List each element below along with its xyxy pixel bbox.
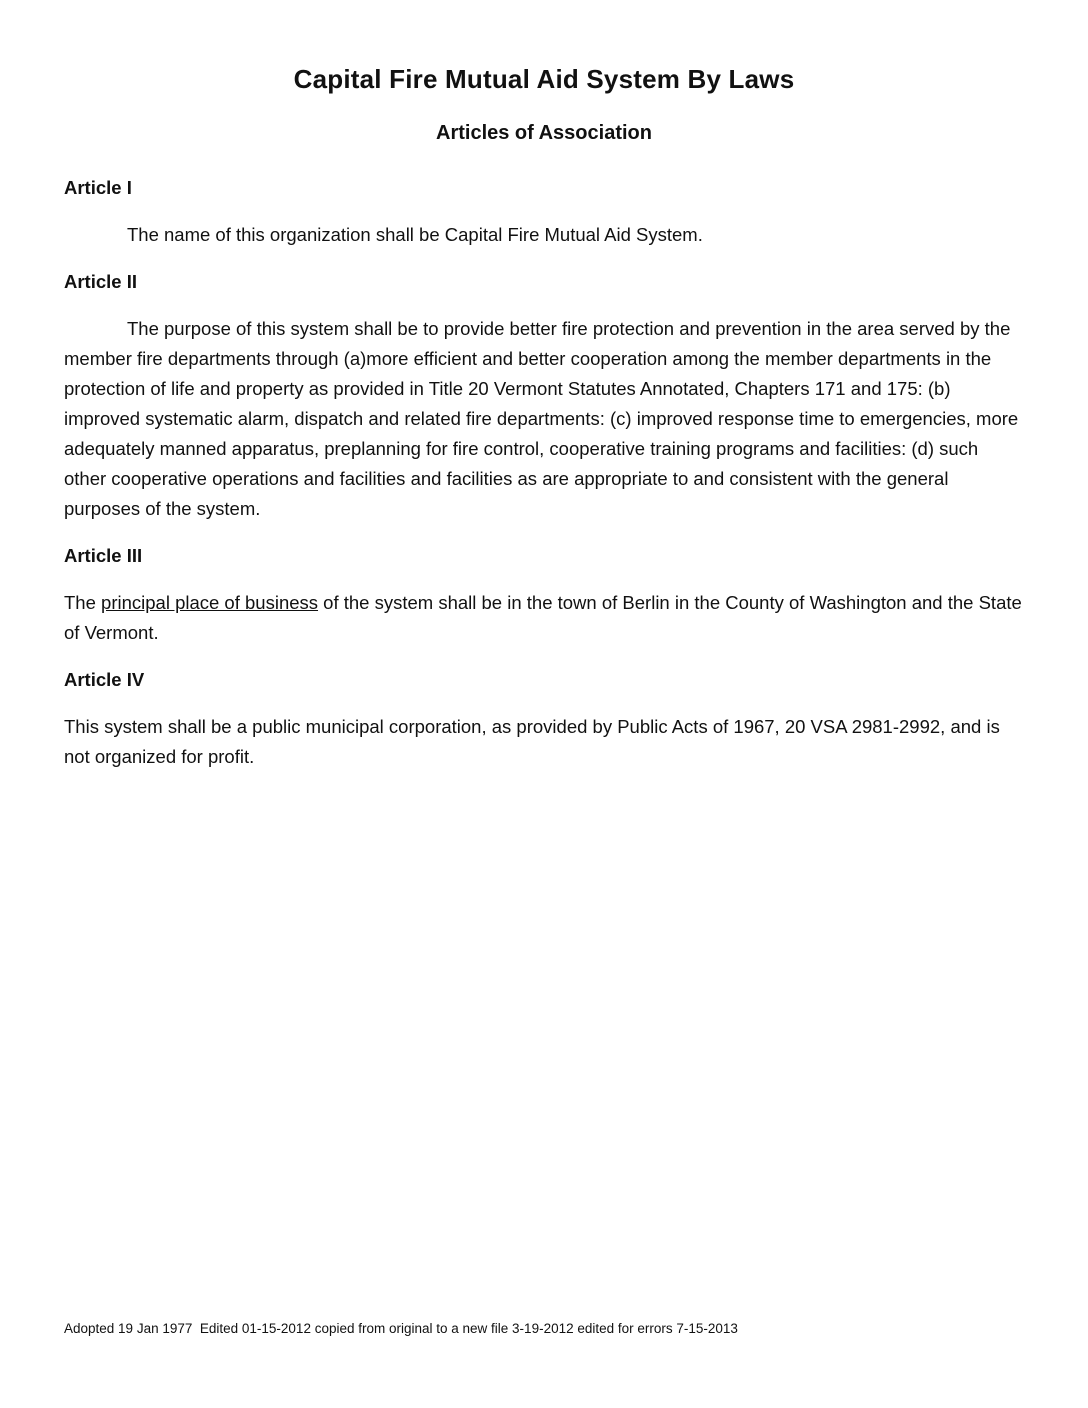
footer-revision-note: Adopted 19 Jan 1977 Edited 01-15-2012 copied from original to a new file 3-19-2012 edited for errors 7-15-2013 (64, 1321, 738, 1336)
document-title: Capital Fire Mutual Aid System By Laws (293, 64, 795, 94)
article-3-text-suffix: of the system shall be in the town of Berlin in the County of Washington and the State of Vermont. (64, 592, 1022, 643)
article-3-text-prefix: The (64, 592, 102, 613)
section-heading-article-3: Article III (64, 545, 143, 566)
article-3-paragraph (64, 588, 1024, 648)
article-2-paragraph: The purpose of this system shall be to provide better fire protection and prevention in the area served by the member fire departments through (a)more efficient and better cooperation among the member departments in the protection of life and property as provided in Title 20 Vermont Statutes Annotated, Chapters 171 and 175: (b) improved systematic alarm, dispatch and related fire departments: (c) improved response time to emergencies, more adequately manned apparatus, preplanning for fire control, cooperative training programs and facilities: (d) such other cooperative operations and facilities and facilities as are appropriate to and consistent with the general purposes of the system. (64, 318, 1019, 519)
section-heading-article-2: Article II (64, 271, 137, 292)
article-1-paragraph: The name of this organization shall be Capital Fire Mutual Aid System. (127, 224, 703, 245)
article-4-paragraph: This system shall be a public municipal corporation, as provided by Public Acts of 1967, 20 VSA 2981-2992, and is not organized for profit. (64, 716, 1000, 767)
section-heading-article-1: Article I (64, 177, 132, 198)
section-heading-article-4: Article IV (64, 669, 145, 690)
underlined-phrase-principal-place-of-business: principal place of business (101, 592, 319, 613)
document-subtitle: Articles of Association (436, 122, 652, 144)
